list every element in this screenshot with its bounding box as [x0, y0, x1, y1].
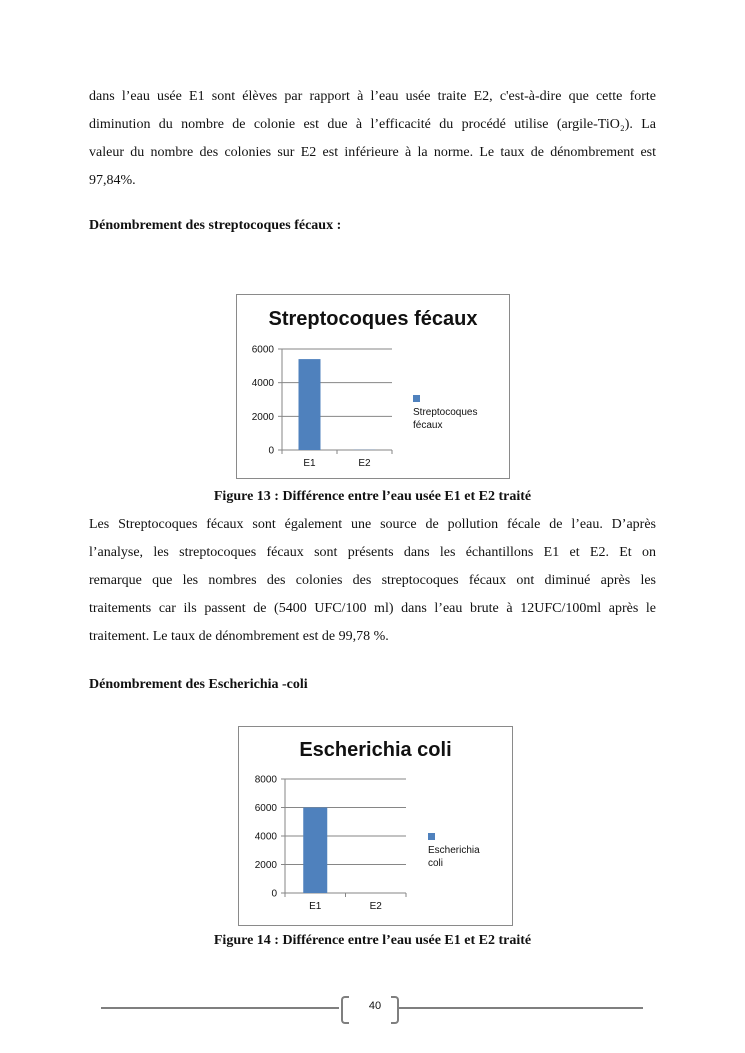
- paragraph-intro: [89, 83, 656, 195]
- bar-e1: [303, 808, 327, 894]
- chart-title: Streptocoques fécaux: [268, 308, 478, 330]
- section-heading-streptococci: Dénombrement des streptocoques fécaux :: [89, 218, 342, 233]
- text-line: dans l’eau usée E1 sont élèves par rapport à l’eau usée traite E2, c'est-à-dire que cette forte: [89, 89, 656, 104]
- chart-legend: [413, 393, 509, 432]
- legend-swatch: [413, 395, 420, 402]
- y-tick-label: 6000: [251, 344, 274, 356]
- y-tick-label: 2000: [254, 860, 277, 871]
- text-line: 97,84%.: [89, 173, 136, 188]
- chart-legend: [428, 831, 518, 870]
- bar-e1: [299, 359, 321, 450]
- chart-title: Escherichia coli: [299, 739, 452, 761]
- text-line: traitement. Le taux de dénombrement est de 99,78 %.: [89, 629, 389, 644]
- footer-rule-right: [399, 1007, 643, 1009]
- chart-plot: [237, 295, 509, 478]
- x-tick-label: E1: [303, 458, 316, 469]
- legend-label: Escherichia: [428, 845, 480, 856]
- text-line: traitements car ils passent de (5400 UFC/100 ml) dans l’eau brute à 12UFC/100ml après le: [89, 601, 656, 616]
- y-tick-label: 8000: [254, 774, 277, 786]
- figure-caption-14: Figure 14 : Différence entre l’eau usée E1 et E2 traité: [213, 933, 532, 948]
- legend-label: fécaux: [413, 420, 443, 431]
- chart-plot: [239, 727, 512, 925]
- figure-caption-13: Figure 13 : Différence entre l’eau usée E1 et E2 traité: [213, 489, 532, 504]
- y-tick-label: 2000: [251, 411, 274, 423]
- x-tick-label: E2: [369, 901, 382, 912]
- text-line: diminution du nombre de colonie est due à l’efficacité du procédé utilise (argile-TiO₂). La: [89, 117, 656, 132]
- footer-rule-left: [101, 1007, 339, 1009]
- x-tick-label: E2: [358, 458, 371, 469]
- chart-escherichia-coli: [238, 726, 513, 926]
- text-line: valeur du nombre des colonies sur E2 est inférieure à la norme. Le taux de dénombrement est: [89, 145, 656, 160]
- y-tick-label: 4000: [251, 378, 274, 390]
- section-heading-ecoli: Dénombrement des Escherichia -coli: [89, 677, 308, 692]
- y-tick-label: 0: [271, 888, 277, 900]
- y-tick-label: 6000: [254, 803, 277, 814]
- page-number: 40: [368, 1000, 382, 1012]
- right-bracket: [391, 996, 399, 1024]
- legend-swatch: [428, 833, 435, 840]
- left-bracket: [341, 996, 349, 1024]
- text-line: Les Streptocoques fécaux sont également une source de pollution fécale de l’eau. D’après: [89, 517, 656, 532]
- chart-streptocoques: [236, 294, 510, 479]
- text-line: l’analyse, les streptocoques fécaux sont présents dans les échantillons E1 et E2. Et on: [89, 545, 656, 560]
- y-tick-label: 4000: [254, 831, 277, 843]
- y-tick-label: 0: [268, 445, 274, 457]
- x-tick-label: E1: [309, 901, 322, 912]
- paragraph-streptococci: [89, 511, 656, 651]
- page-footer: [0, 993, 745, 1023]
- text-line: remarque que les nombres des colonies des streptocoques fécaux ont diminué après les: [89, 573, 656, 588]
- legend-label: coli: [428, 858, 444, 869]
- legend-label: Streptocoques: [413, 407, 478, 418]
